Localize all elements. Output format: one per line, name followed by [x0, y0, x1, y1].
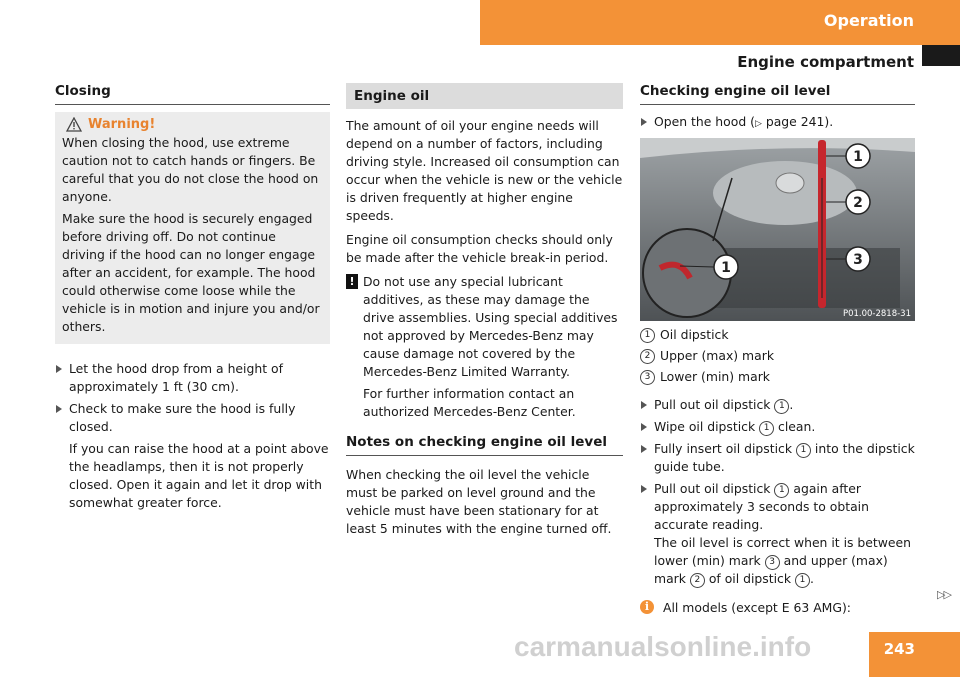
engine-cover [713, 161, 857, 225]
step-pull-out: Pull out oil dipstick 1 . [640, 396, 915, 414]
continue-arrows-icon: ▷▷ [937, 588, 950, 601]
caption-3: 3 Lower (min) mark [640, 368, 915, 386]
step-check-closed: Check to make sure the hood is fully closed. [55, 400, 330, 436]
caption-1: 1 Oil dipstick [640, 326, 915, 344]
info-icon: i [640, 600, 654, 614]
oil-paragraph-1: The amount of oil your engine needs will depend on a number of factors, including driving style. Increased oil consumption can occur when the vehicle is new or the vehicle is driven frequently at higher engine speeds. [346, 118, 623, 223]
notes-heading: Notes on checking engine oil level [346, 433, 623, 456]
closing-heading: Closing [55, 82, 330, 105]
callout-1-detail-label: 1 [721, 260, 731, 276]
warning-title: Warning! [62, 116, 322, 134]
checking-heading: Checking engine oil level [640, 82, 915, 105]
step-wipe: Wipe oil dipstick 1 clean. [640, 418, 915, 436]
caption-3-num: 3 [640, 370, 655, 385]
caution-note-2: For further information contact an authorized Mercedes-Benz Center. [363, 386, 576, 419]
engine-photo [640, 138, 915, 321]
caption-2-num: 2 [640, 349, 655, 364]
callout-1-label: 1 [853, 149, 863, 165]
callout-2-label: 2 [853, 195, 863, 211]
step-let-hood-drop: Let the hood drop from a height of approximately 1 ft (30 cm). [55, 360, 330, 396]
oil-paragraph-2: Engine oil consumption checks should only be made after the vehicle break-in period. [346, 232, 613, 265]
warning-text-2: Make sure the hood is securely engaged before driving off. Do not continue driving if the hood can no longer engage after an accident, for example. The hood could otherwise come loose while the vehicle is in motion and injure you and/or others. [62, 211, 320, 334]
subsection-title: Engine compartment [737, 53, 914, 71]
watermark: carmanualsonline.info [514, 631, 812, 662]
mercedes-star-icon [776, 173, 804, 193]
page-number: 243 [883, 640, 915, 658]
column-engine-oil [346, 83, 623, 544]
column-checking-steps [640, 326, 915, 617]
step-pull-again: Pull out oil dipstick 1 again after approximately 3 seconds to obtain accurate reading. [640, 480, 915, 534]
warning-box [55, 112, 330, 344]
step-level-correct: The oil level is correct when it is between lower (min) mark 3 and upper (max) mark 2 of oil dipstick 1 . [654, 535, 912, 586]
exclamation-icon: ! [346, 274, 358, 289]
page-ref-arrow-icon: ▷ [754, 119, 762, 129]
header-marker [922, 45, 960, 66]
column-closing [55, 82, 330, 514]
caption-1-num: 1 [640, 328, 655, 343]
warning-text-1: When closing the hood, use extreme caution not to catch hands or fingers. Be careful that you do not close the hood on anyone. [62, 135, 319, 204]
caution-note: ! Do not use any special lubricant additives, as these may damage the drive assemblies. Using special additives not approved by Mercedes-Benz may cause damage not covered by the Mercedes-Benz Limited Warranty. [346, 273, 623, 381]
notes-paragraph: When checking the oil level the vehicle must be parked on level ground and the vehicle must have been stationary for at least 5 minutes with the engine turned off. [346, 467, 612, 536]
column-checking [640, 82, 915, 135]
step-open-hood: Open the hood (▷ page 241). [640, 113, 915, 133]
warning-triangle-icon [66, 117, 82, 132]
info-note: i All models (except E 63 AMG): [640, 599, 915, 617]
caption-2: 2 Upper (max) mark [640, 347, 915, 365]
step-check-closed-note: If you can raise the hood at a point above the headlamps, then it is not properly closed. Open it again and let it drop with somewhat greater force. [69, 441, 329, 510]
step-insert: Fully insert oil dipstick 1 into the dipstick guide tube. [640, 440, 915, 476]
callout-3-label: 3 [853, 252, 863, 268]
section-title: Operation [823, 11, 914, 30]
engine-oil-bar: Engine oil [346, 83, 623, 109]
image-code: P01.00-2818-31 [842, 309, 911, 319]
